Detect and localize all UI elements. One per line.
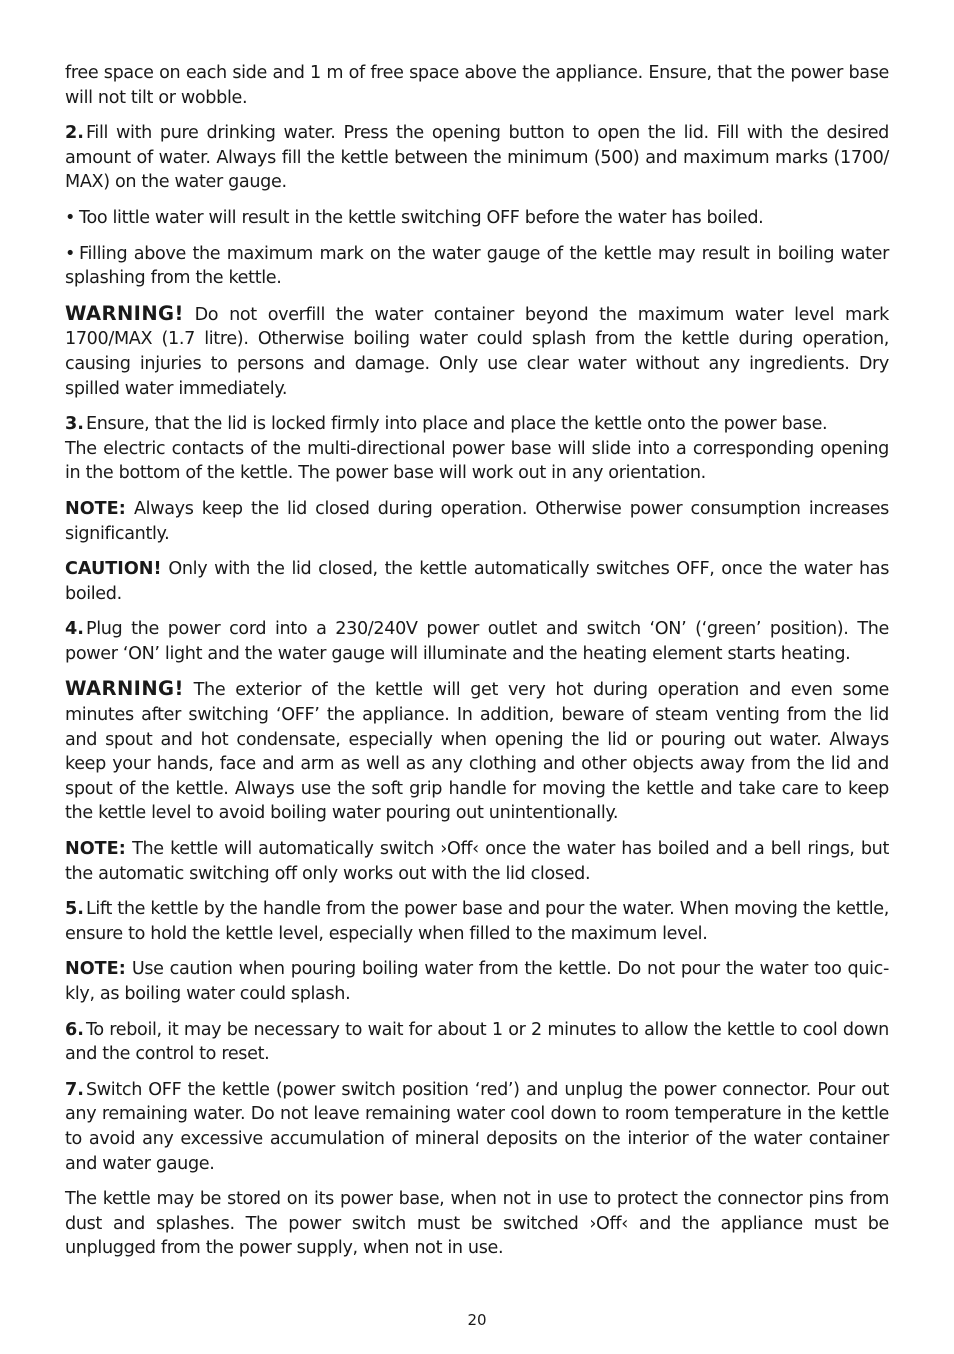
warning-text: Do not overfill the water container beyond the maximum water level mark 1700/MAX (1.7 litre). Otherwise boiling water could splash from the kettle during operation, causing injuries to persons and damage. Only use clear water without any ingredients. Dry spilled water immediately. <box>65 304 890 399</box>
step-3 <box>65 412 889 437</box>
step-6 <box>65 1018 889 1067</box>
step-text: Plug the power cord into a 230/240V power outlet and switch ‘ON’ (‘green’ position). The power ‘ON’ light and the water gauge will illuminate and the heating element starts heating. <box>65 619 889 664</box>
continued-paragraph: free space on each side and 1 m of free space above the appliance. Ensure, that the power base will not tilt or wobble. <box>65 63 889 108</box>
note <box>65 837 889 886</box>
bullet-icon: • <box>65 243 76 264</box>
note-label: NOTE: <box>65 839 126 860</box>
warning-text: The exterior of the kettle will get very hot during operation and even some minutes after switching ‘OFF’ the appliance. In addition, beware of steam venting from the lid and spout and hot condensate, especially when opening the lid or pouring out water. Always keep your hands, face and arm as well as any clothing and other objects away from the lid and spout of the kettle. Always use the soft grip handle for moving the kettle and take care to keep the kettle level to avoid boiling water pouring out unintentionally. <box>65 680 889 824</box>
note-label: NOTE: <box>65 498 126 519</box>
note <box>65 497 889 546</box>
bullet-text: Filling above the maximum mark on the water gauge of the kettle may result in boiling water splashing from the kettle. <box>65 243 889 289</box>
step-number: 4. <box>65 619 84 640</box>
storage-paragraph: The kettle may be stored on its power base, when not in use to protect the connector pins from dust and splashes. The power switch must be switched ›Off‹ and the appliance must be unplugged from the power supply, when not in use. <box>65 1189 889 1259</box>
caution-text: Only with the lid closed, the kettle automatically switches OFF, once the water has boiled. <box>65 559 890 604</box>
step-4 <box>65 617 889 666</box>
note-label: NOTE: <box>65 959 126 980</box>
step-number: 3. <box>65 414 84 435</box>
page-number: 20 <box>467 1311 487 1329</box>
step-number: 2. <box>65 123 84 144</box>
warning-label: WARNING! <box>65 677 184 701</box>
step-text: To reboil, it may be necessary to wait for about 1 or 2 minutes to allow the kettle to cool down and the control to reset. <box>65 1019 889 1065</box>
step-text: Lift the kettle by the handle from the power base and pour the water. When moving the kettle, ensure to hold the kettle level, especially when filled to the maximum level. <box>65 899 889 944</box>
step-3-detail: The electric contacts of the multi-directional power base will slide into a corresponding opening in the bottom of the kettle. The power base will work out in any orientation. <box>65 438 889 484</box>
note-text: Use caution when pouring boiling water from the kettle. Do not pour the water too quic- kly, as boiling water could splash. <box>65 959 890 1004</box>
step-text: Ensure, that the lid is locked firmly into place and place the kettle onto the power base. <box>85 414 828 435</box>
bullet-text: Too little water will result in the kettle switching OFF before the water has boiled. <box>79 207 764 228</box>
warning-note <box>65 302 889 401</box>
step-text: Fill with pure drinking water. Press the opening button to open the lid. Fill with the desired amount of water. Always fill the kettle between the minimum (500) and maximum marks (1700/ MAX) on the water gauge. <box>65 123 889 193</box>
bullet-item <box>65 242 889 291</box>
step-7 <box>65 1078 889 1176</box>
note <box>65 957 889 1006</box>
step-number: 5. <box>65 899 84 920</box>
note-text: The kettle will automatically switch ›Off‹ once the water has boiled and a bell rings, but the automatic switching off only works out with the lid closed. <box>65 839 889 884</box>
bullet-icon: • <box>65 207 76 228</box>
step-number: 6. <box>65 1019 84 1040</box>
step-text: Switch OFF the kettle (power switch position ‘red’) and unplug the power connector. Pour out any remaining water. Do not leave remaining water cool down to room temperature in the kettle to avoid any excessive accumulation of mineral deposits on the interior of the water container and water gauge. <box>65 1079 889 1174</box>
warning-note <box>65 677 889 826</box>
caution-label: CAUTION! <box>65 559 162 580</box>
caution-note <box>65 557 889 606</box>
step-2 <box>65 121 889 195</box>
manual-page-body <box>65 61 889 1272</box>
note-text: Always keep the lid closed during operation. Otherwise power consumption increases significantly. <box>65 498 889 544</box>
warning-label: WARNING! <box>65 301 184 325</box>
step-number: 7. <box>65 1079 84 1100</box>
step-5 <box>65 897 889 946</box>
bullet-item <box>65 206 889 231</box>
